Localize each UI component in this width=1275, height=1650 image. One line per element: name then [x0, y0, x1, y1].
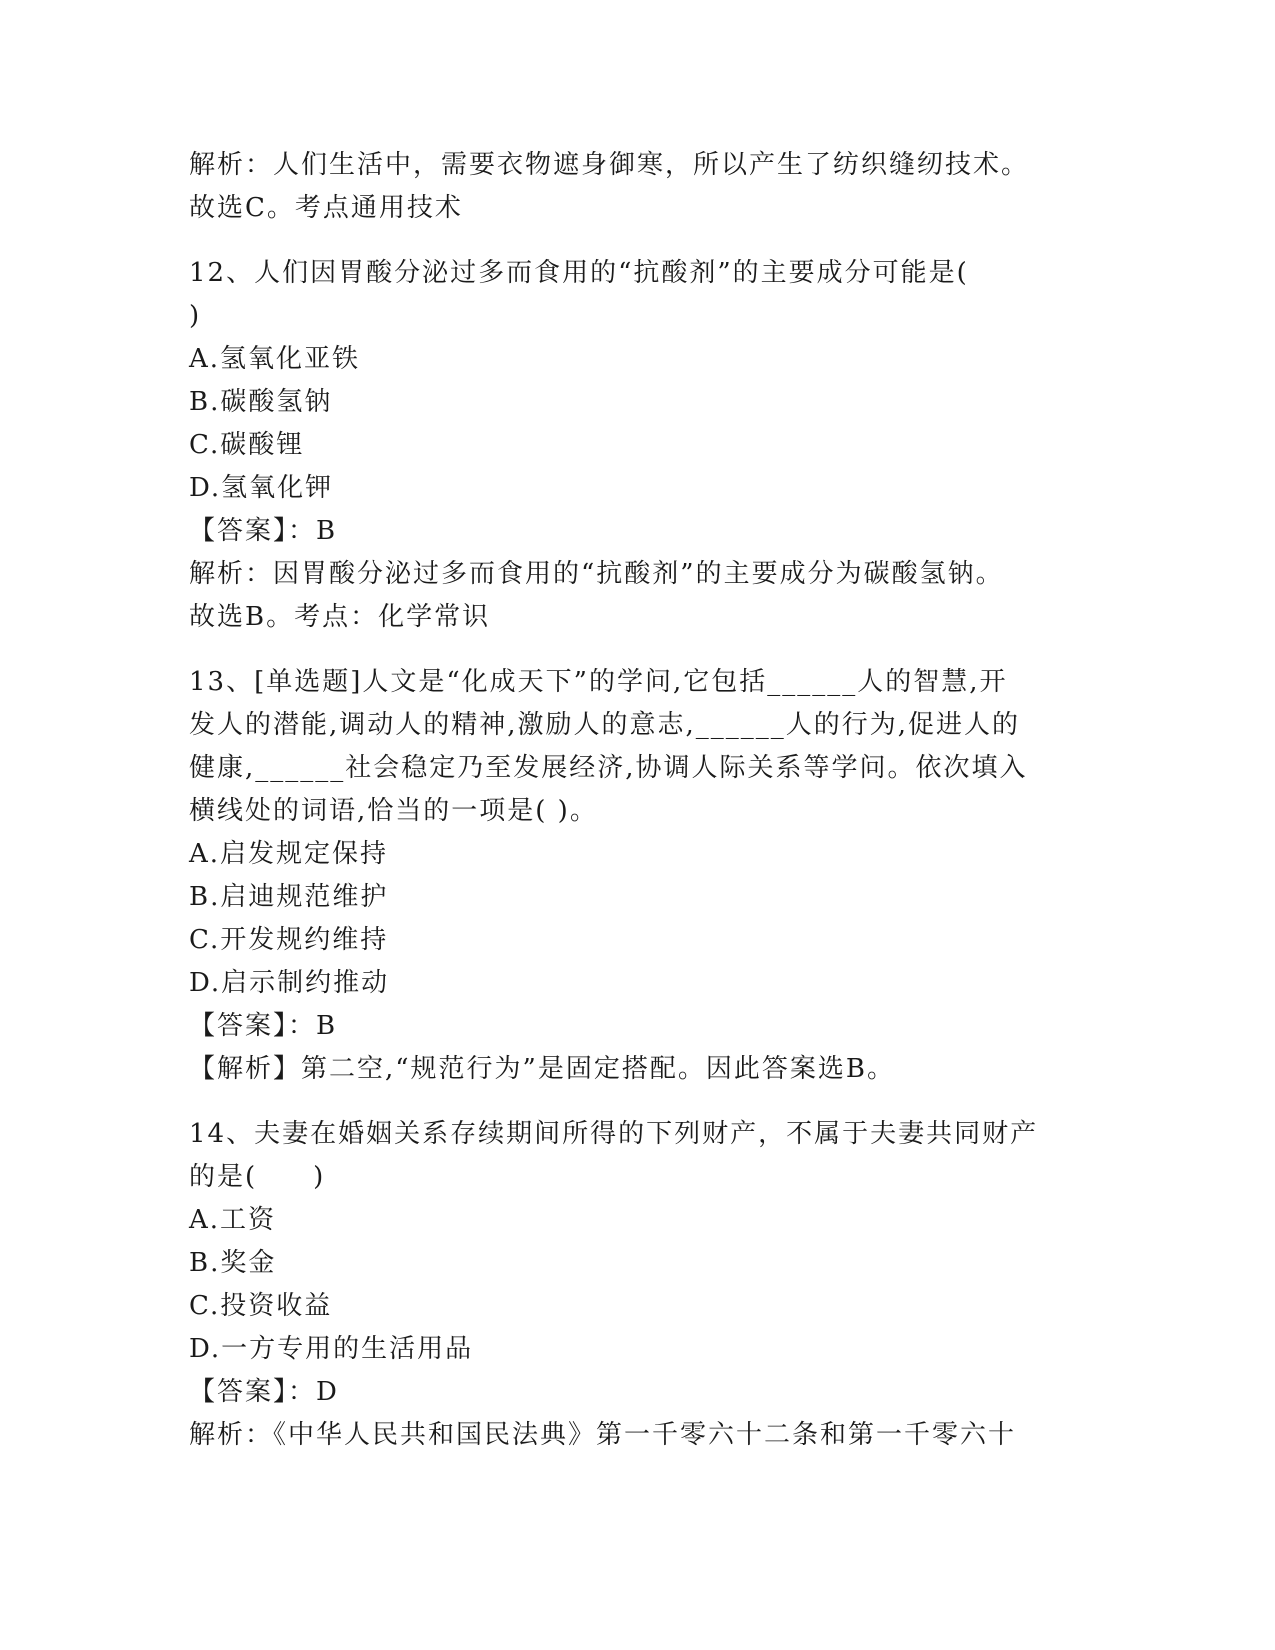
explanation-text: 故选C。考点通用技术: [189, 193, 463, 223]
question-stem: 14、夫妻在婚姻关系存续期间所得的下列财产，不属于夫妻共同财产: [189, 1119, 1039, 1149]
option-a: A.启发规定保持: [189, 839, 389, 869]
answer: 【答案】：B: [189, 1011, 338, 1041]
question-stem: 健康,______社会稳定乃至发展经济,协调人际关系等学问。依次填入: [189, 753, 1028, 783]
question-stem: 13、[单选题]人文是“化成天下”的学问,它包括______人的智慧,开: [189, 667, 1008, 697]
option-d: D.氢氧化钾: [189, 473, 334, 503]
question-stem: 横线处的词语,恰当的一项是( )。: [189, 796, 598, 826]
question-stem: 发人的潜能,调动人的精神,激励人的意志,______人的行为,促进人的: [189, 710, 1021, 740]
explanation-text: 解析：人们生活中，需要衣物遮身御寒，所以产生了纺织缝纫技术。: [189, 150, 1030, 180]
question-12: [189, 252, 1069, 639]
explanation-text: 解析：《中华人民共和国民法典》第一千零六十二条和第一千零六十: [189, 1420, 1017, 1450]
answer: 【答案】：D: [189, 1377, 339, 1407]
answer: 【答案】：B: [189, 516, 338, 546]
option-b: B.奖金: [189, 1248, 277, 1278]
question-stem: ): [189, 301, 202, 331]
option-c: C.投资收益: [189, 1291, 333, 1321]
question-stem: 12、人们因胃酸分泌过多而食用的“抗酸剂”的主要成分可能是(: [189, 258, 969, 288]
question-13: [189, 661, 1069, 1091]
option-c: C.碳酸锂: [189, 430, 305, 460]
option-d: D.一方专用的生活用品: [189, 1334, 474, 1364]
option-c: C.开发规约维持: [189, 925, 389, 955]
option-b: B.碳酸氢钠: [189, 387, 333, 417]
explanation-text: 解析：因胃酸分泌过多而食用的“抗酸剂”的主要成分为碳酸氢钠。: [189, 559, 1004, 589]
option-b: B.启迪规范维护: [189, 882, 389, 912]
option-a: A.工资: [189, 1205, 277, 1235]
explanation-text: 故选B。考点：化学常识: [189, 602, 491, 632]
question-14: [189, 1113, 1069, 1457]
explanation-text: 【解析】第二空,“规范行为”是固定搭配。因此答案选B。: [189, 1054, 895, 1084]
question-stem: 的是( ): [189, 1162, 326, 1192]
explanation-11: [189, 144, 1069, 230]
option-d: D.启示制约推动: [189, 968, 390, 998]
option-a: A.氢氧化亚铁: [189, 344, 361, 374]
document-page: [189, 144, 1069, 1457]
